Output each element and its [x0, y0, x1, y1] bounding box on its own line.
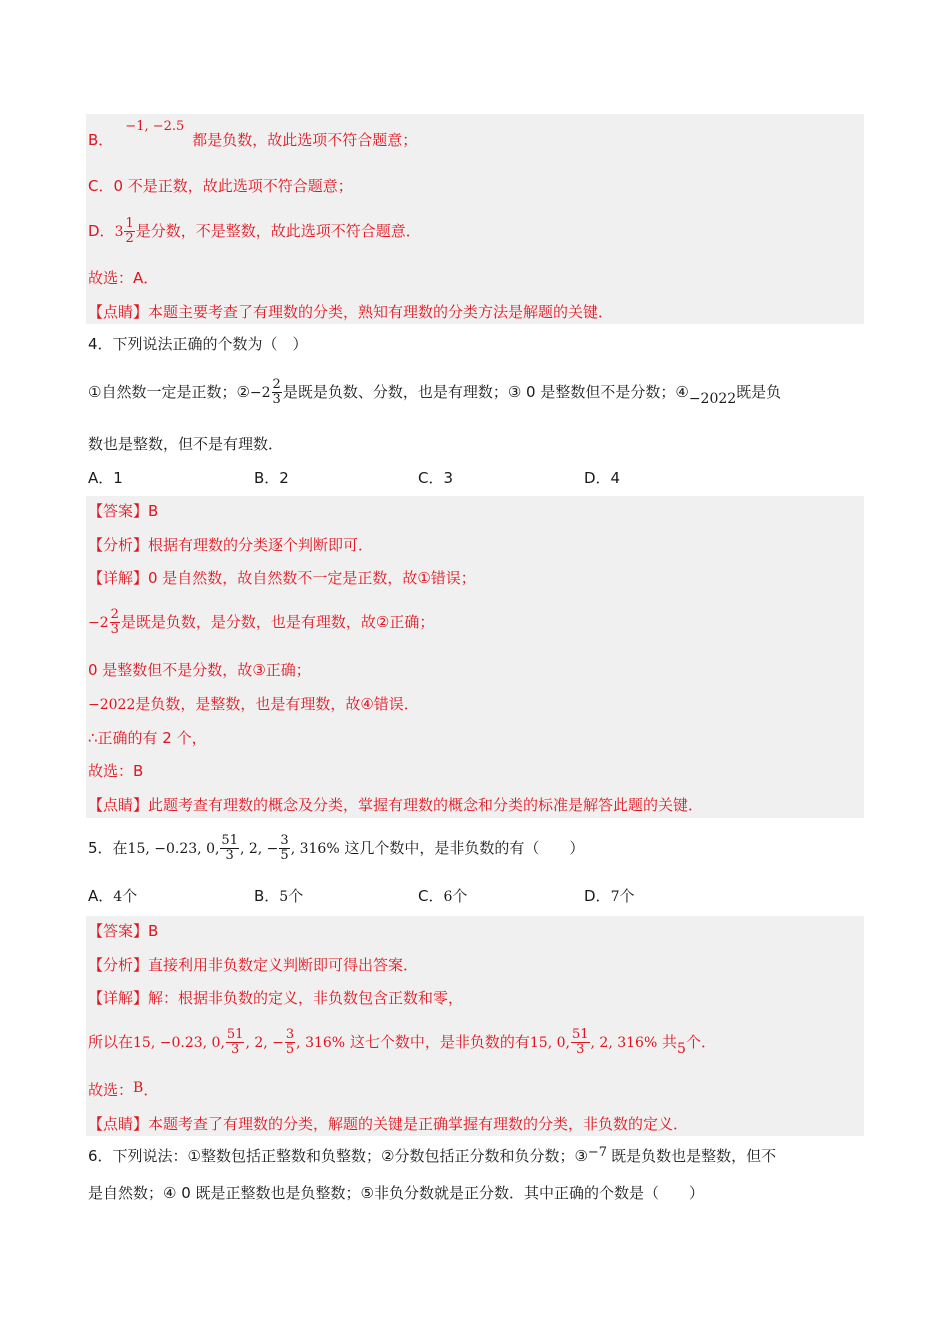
q4-option-d[interactable]: D．4 [584, 469, 621, 487]
q5-option-d[interactable]: D．7个 [584, 887, 635, 905]
q3-option-d-analysis: D．3 $\frac{1}{2}$ 是分数，不是整数，故此选项不符合题意． [88, 216, 421, 246]
q5-title: 5．在15, −0.23, 0, $\frac{51}{3}$ , 2, − $\frac{3}{5}$ , 316% 这几个数中，是非负数的有（ ） [88, 833, 585, 863]
q3-comment: 【点睛】本题主要考查了有理数的分类，熟知有理数的分类方法是解题的关键． [88, 303, 614, 321]
q4-statements-line2: 数也是整数，但不是有理数． [88, 435, 284, 453]
q5-answer: 【答案】B [88, 922, 159, 940]
q4-statements-line1: ①自然数一定是正数；②−2 $\frac{2}{3}$ 是既是负数、分数，也是有理数；③ 0 是整数但不是分数；④−2022既是负 [88, 377, 782, 407]
q5-option-a[interactable]: A．4个 [88, 887, 138, 905]
q4-analysis: 【分析】根据有理数的分类逐个判断即可． [88, 536, 374, 554]
q4-detail-2: −2 $\frac{2}{3}$ 是既是负数，是分数，也是有理数，故②正确； [88, 607, 435, 637]
q6-line-1: 6．下列说法：①整数包括正整数和负整数；②分数包括正分数和负分数；③−7 既是负数也是整数，但不 [88, 1145, 777, 1165]
q5-choice: 故选：B． [88, 1080, 159, 1099]
q3-choice: 故选：A． [88, 269, 159, 287]
q3-option-b-analysis: B．−1, −2.5都是负数，故此选项不符合题意； [88, 119, 418, 149]
q4-detail-3: 0 是整数但不是分数，故③正确； [88, 661, 311, 679]
q5-option-b[interactable]: B．5个 [254, 887, 304, 905]
q4-option-c[interactable]: C．3 [418, 469, 454, 487]
q5-detail-2: 所以在15, −0.23, 0, $\frac{51}{3}$ , 2, − $\frac{3}{5}$ , 316% 这七个数中，是非负数的有15, 0, $\frac{51}{3}$ , 2, 316% 共5个． [88, 1027, 716, 1057]
q4-choice: 故选：B [88, 762, 144, 780]
q4-detail-4: −2022是负数，是整数，也是有理数，故④错误． [88, 695, 419, 713]
q4-detail-1: 【详解】0 是自然数，故自然数不一定是正数，故①错误； [88, 569, 476, 587]
q4-option-b[interactable]: B．2 [254, 469, 289, 487]
q4-title: 4．下列说法正确的个数为（ ） [88, 335, 308, 353]
q4-comment: 【点睛】此题考查有理数的概念及分类，掌握有理数的概念和分类的标准是解答此题的关键． [88, 796, 704, 814]
q5-detail-1: 【详解】解：根据非负数的定义，非负数包含正数和零， [88, 989, 464, 1007]
q5-option-c[interactable]: C．6个 [418, 887, 468, 905]
q4-option-a[interactable]: A．1 [88, 469, 123, 487]
q3-option-c-analysis: C．0 不是正数，故此选项不符合题意； [88, 177, 353, 195]
q6-line-2: 是自然数；④ 0 既是正整数也是负整数；⑤非负分数就是正分数．其中正确的个数是（ ） [88, 1184, 704, 1202]
q4-answer: 【答案】B [88, 502, 159, 520]
q4-detail-5: ∴正确的有 2 个， [88, 729, 207, 747]
q5-analysis: 【分析】直接利用非负数定义判断即可得出答案． [88, 956, 419, 974]
q5-comment: 【点睛】本题考查了有理数的分类，解题的关键是正确掌握有理数的分类，非负数的定义． [88, 1115, 689, 1133]
